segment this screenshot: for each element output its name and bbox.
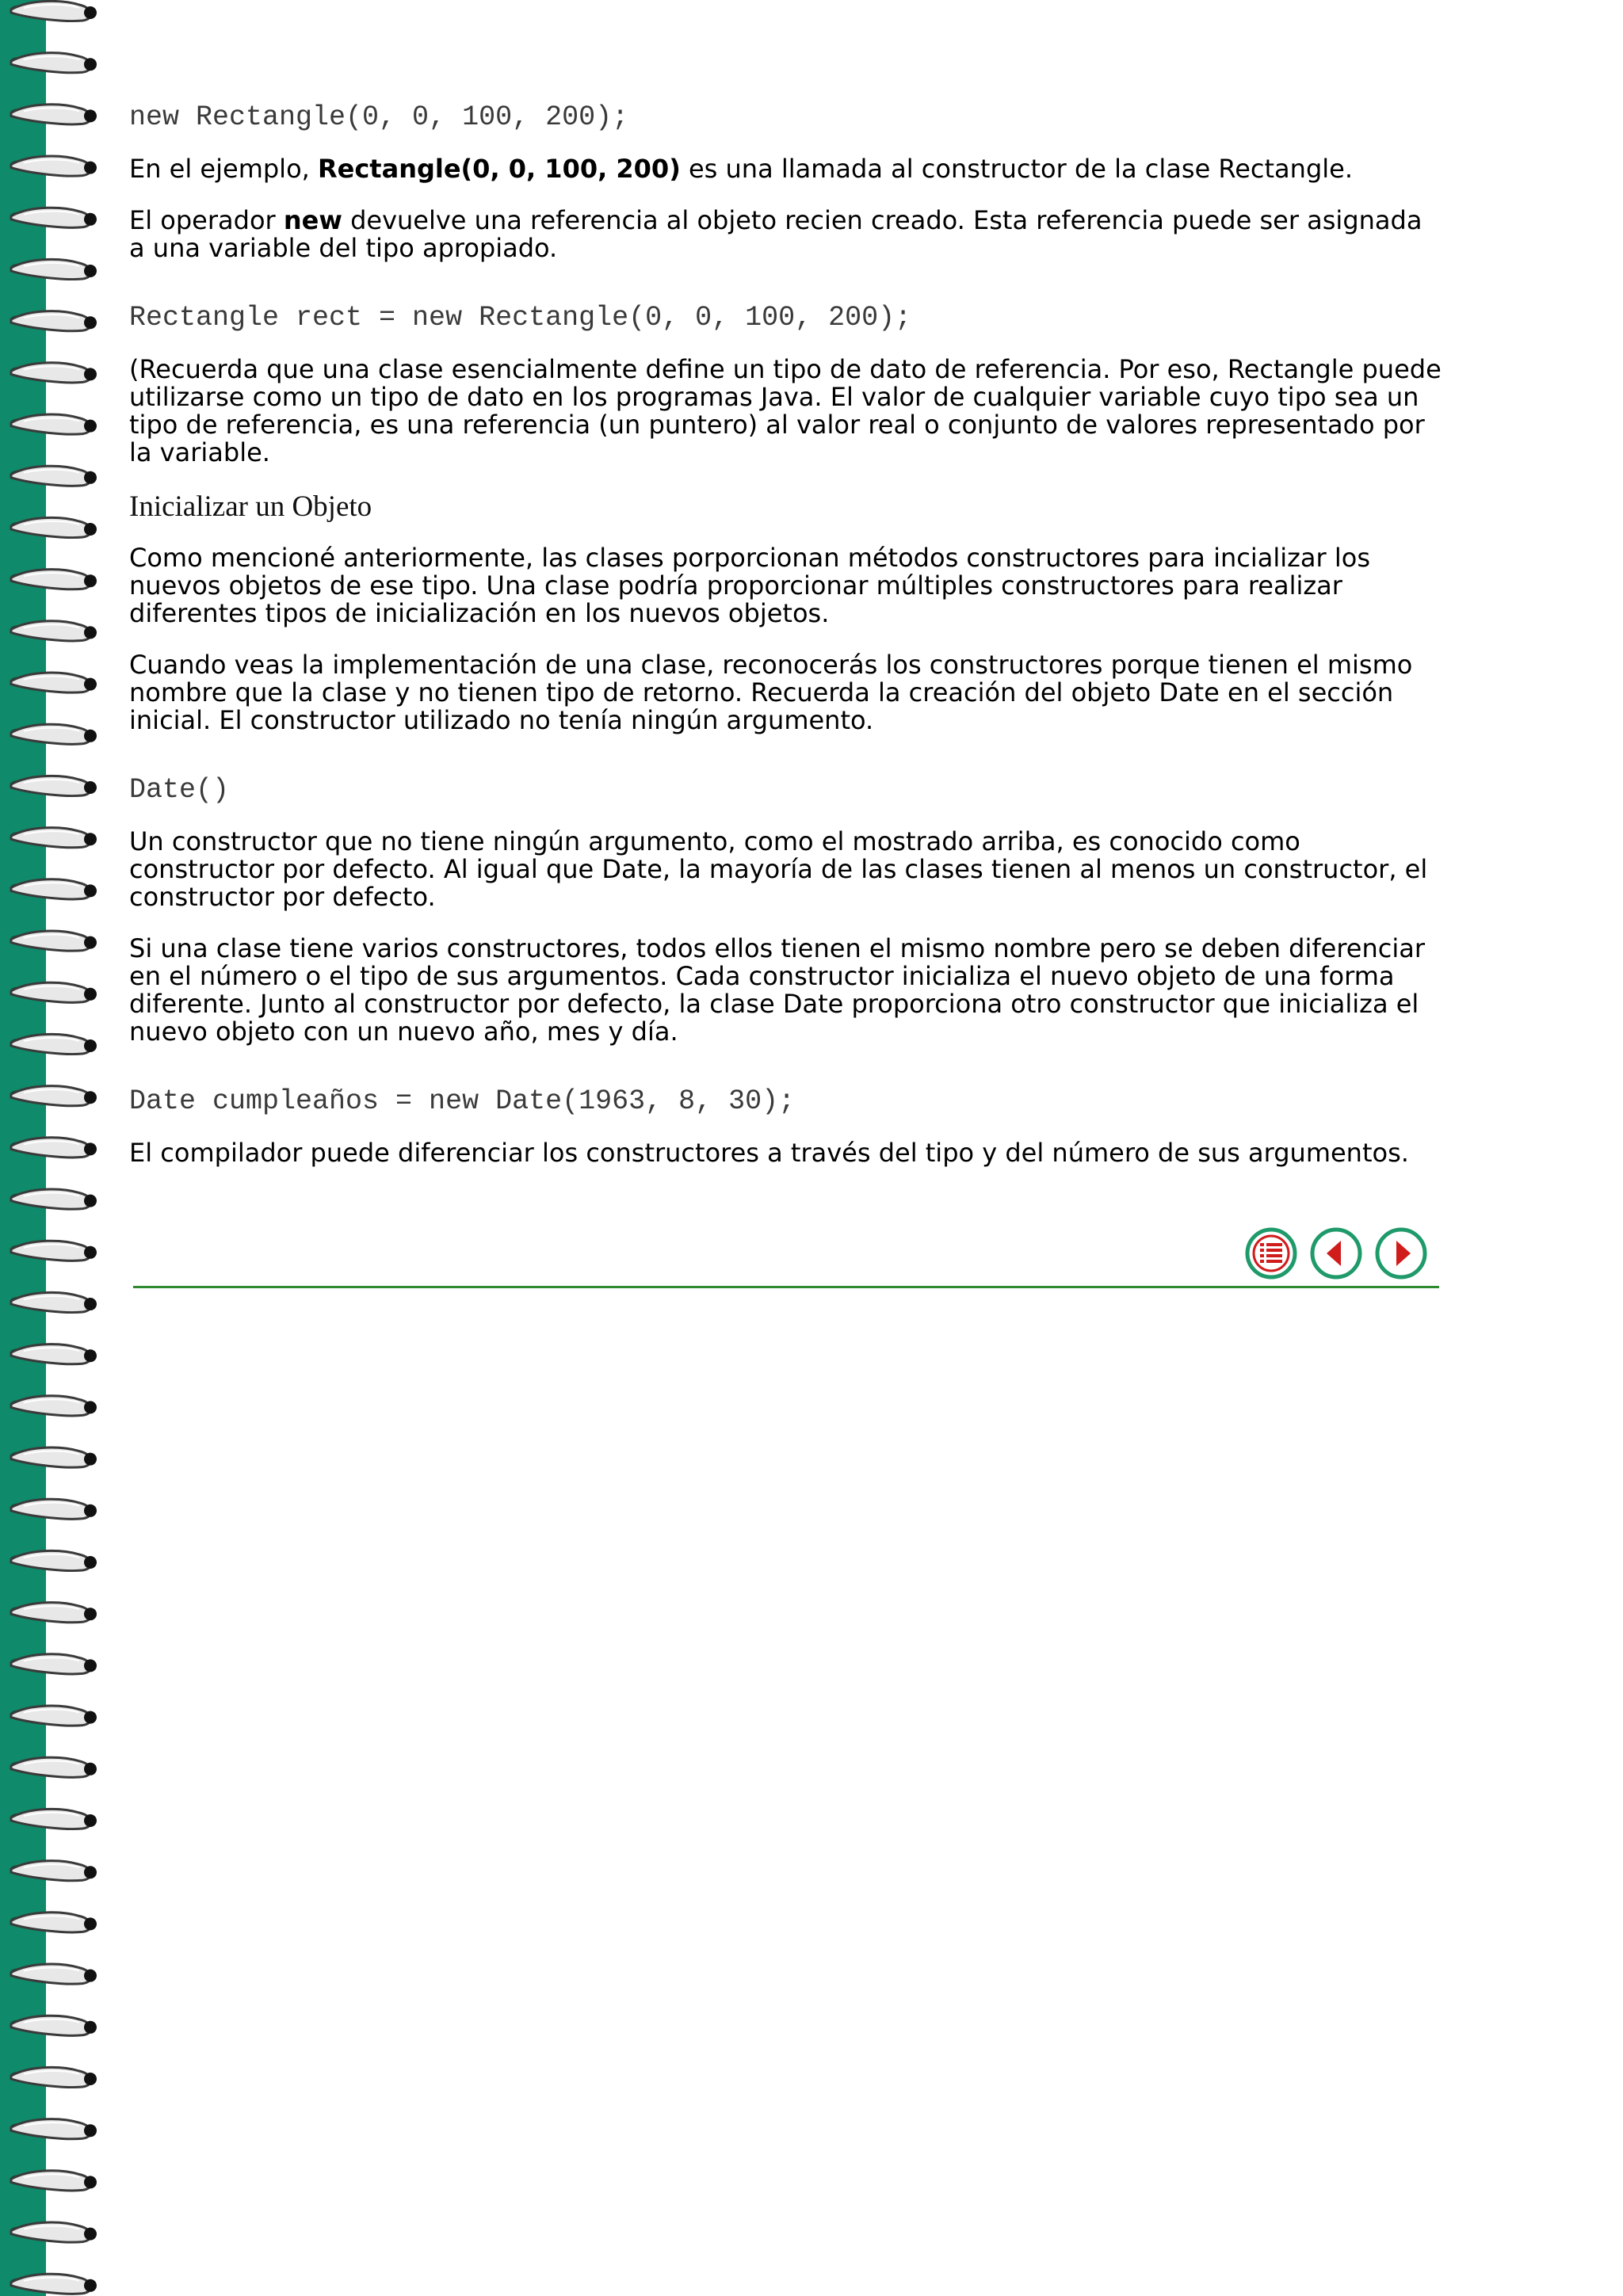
bold-text: Rectangle(0, 0, 100, 200) (317, 154, 681, 184)
paragraph-operador-new (129, 207, 1445, 262)
spiral-binding (0, 0, 103, 2296)
paragraph-ejemplo (129, 155, 1445, 183)
list-icon (1244, 1226, 1298, 1280)
paragraph-recuerda: (Recuerda que una clase esencialmente define un tipo de dato de referencia. Por eso, Rectangle puede utilizarse como un tipo de dato en los programas Java. El valor de cualquier variable cuyo tipo sea un tipo de referencia, es una referencia (un puntero) al valor real o conjunto de valores representado por la variable. (129, 354, 1442, 467)
text: En el ejemplo, (129, 154, 318, 184)
code-snippet-date: Date() (129, 774, 230, 806)
next-page-button[interactable] (1374, 1226, 1428, 1280)
code-snippet-rect: Rectangle rect = new Rectangle(0, 0, 100, 200); (129, 302, 912, 334)
section-heading: Inicializar un Objeto (129, 490, 372, 523)
paragraph-constructor-defecto: Un constructor que no tiene ningún argumento, como el mostrado arriba, es conocido como constructor por defecto. Al igual que Date, la mayoría de las clases tienen al menos un constructor, el constructor por defecto. (129, 826, 1428, 912)
page-content (129, 101, 1445, 1191)
previous-page-button[interactable] (1309, 1226, 1363, 1280)
arrow-left-icon (1309, 1226, 1363, 1280)
arrow-right-icon (1374, 1226, 1428, 1280)
bold-text: new (283, 205, 342, 235)
paragraph-como-mencione: Como mencioné anteriormente, las clases porporcionan métodos constructores para incializar los nuevos objetos de ese tipo. Una clase podría proporcionar múltiples constructores para realizar diferentes tipos de inicialización en los nuevos objetos. (129, 543, 1370, 628)
paragraph-varios-constructores: Si una clase tiene varios constructores, todos ellos tienen el mismo nombre pero se deben diferenciar en el número o el tipo de sus argumentos. Cada constructor inicializa el nuevo objeto de una forma diferente. Junto al constructor por defecto, la clase Date proporciona otro constructor que inicializa el nuevo objeto con un nuevo año, mes y día. (129, 933, 1425, 1047)
text: devuelve una referencia al objeto recien creado. Esta referencia puede ser asignada a una variable del tipo apropiado. (129, 205, 1423, 263)
text: El operador (129, 205, 284, 235)
index-button[interactable] (1244, 1226, 1298, 1280)
spiral-binding-graphic (0, 0, 103, 2296)
code-snippet-new-rectangle: new Rectangle(0, 0, 100, 200); (129, 101, 629, 133)
code-snippet-cumpleanos: Date cumpleaños = new Date(1963, 8, 30); (129, 1085, 796, 1117)
page-navigation (1244, 1226, 1428, 1280)
bottom-rule (133, 1286, 1439, 1288)
paragraph-compilador: El compilador puede diferenciar los constructores a través del tipo y del número de sus argumentos. (129, 1138, 1409, 1168)
text: es una llamada al constructor de la clase Rectangle. (680, 154, 1353, 184)
paragraph-cuando-veas: Cuando veas la implementación de una clase, reconocerás los constructores porque tienen el mismo nombre que la clase y no tienen tipo de retorno. Recuerda la creación del objeto Date en el sección inicial. El constructor utilizado no tenía ningún argumento. (129, 650, 1413, 735)
